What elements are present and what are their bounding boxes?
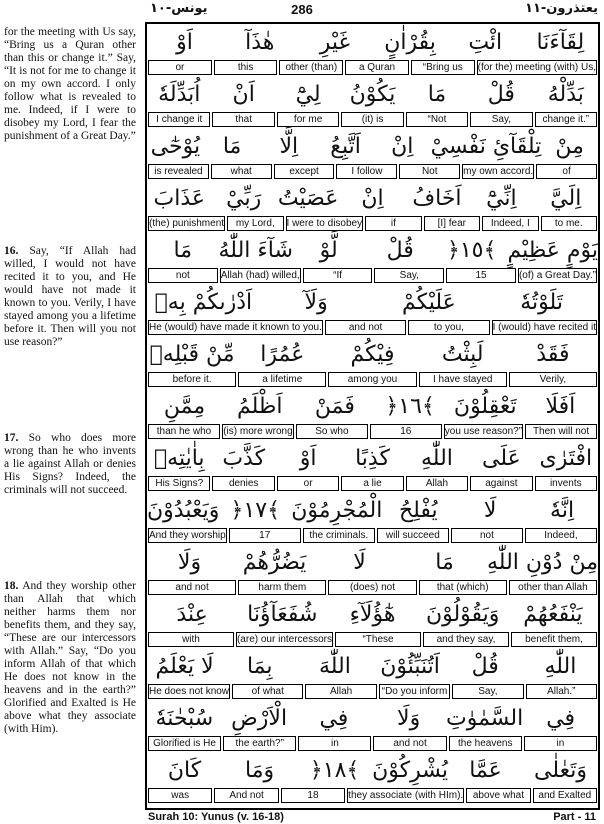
english-gloss-line [147,320,598,335]
english-gloss: or [277,476,339,491]
page-footer [0,810,604,824]
arabic-word: اَوْ [299,446,317,471]
arabic-word: فَمَنْ [314,394,355,419]
arabic-word: اَخَافُ [412,186,462,211]
english-gloss: His Signs? [148,476,210,491]
arabic-word: يَوْمٍ عَظِيْمٍ [507,238,598,263]
arabic-word: بِمَا [246,654,273,679]
part-name-label: يعتذرون-١١ [525,1,598,16]
arabic-word: اَنْ [232,82,255,107]
english-gloss: I change it [148,112,210,127]
arabic-word: اِنْ [391,134,414,159]
arabic-line [147,754,598,788]
translation-text: So who does more wrong than he who invents a lie against Allah or denies His Signs? Indeed, the criminals will not succeed. [4,432,136,496]
english-gloss: Not [399,164,460,179]
arabic-word: اُبَدِّلَهٗ [158,82,201,107]
english-gloss: a lie [341,476,403,491]
english-gloss: other (than) [279,60,343,75]
english-gloss: against [470,476,532,491]
arabic-word: لَبِثْتُ [441,342,484,367]
verse-row [147,702,598,754]
verse-row [147,182,598,234]
arabic-line [147,494,598,528]
english-gloss-line [147,684,598,699]
english-gloss: is revealed [148,164,209,179]
english-gloss: (the) punishment [149,218,225,229]
english-gloss: Allah.” [526,684,597,699]
arabic-line [147,182,598,216]
arabic-line [147,130,598,164]
english-gloss: 15 [446,268,516,283]
english-gloss: Indeed, [525,528,597,543]
arabic-word: لَا [353,550,366,575]
verse-row [147,754,598,806]
english-gloss: So who [296,424,368,439]
arabic-word: بِقُرْاٰنٍ [384,30,436,55]
english-gloss: “These [335,632,421,647]
english-gloss: (of) a Great Day.” [518,270,596,281]
arabic-word: غَيْرِ [319,30,351,55]
arabic-word: الْاَرْضِ [231,706,288,731]
arabic-word: اللّٰهِ [544,654,577,679]
arabic-word: عَلَيْكُمْ [401,290,456,315]
arabic-word: افْتَرٰى [539,446,593,471]
english-gloss: and they say, [423,632,509,647]
arabic-word: يُفْلِحُ [398,498,438,523]
english-gloss: denies [212,476,274,491]
english-gloss: (does) not [328,580,416,595]
arabic-word: فِي [546,706,576,731]
english-gloss: you use reason?” [444,426,523,437]
arabic-word: سُبْحٰنَهٗ [155,706,214,731]
arabic-word: لَا [483,498,497,523]
arabic-word: اَدْرٰىكُمْ بِهٖ [154,290,253,315]
arabic-word: ائْتِ [468,30,503,55]
english-gloss: 18 [281,788,345,803]
arabic-word: فَقَدْ [536,342,570,367]
english-gloss: this [214,60,278,75]
english-gloss: (are) our intercessors [236,634,332,645]
arabic-word: كَذِبًا [355,446,390,471]
arabic-word: مَا [435,550,454,575]
arabic-word: وَيَعْبُدُوْنَ [146,498,220,523]
english-gloss: among you [328,372,416,387]
english-gloss: of what [232,684,303,699]
english-gloss: in [524,736,597,751]
english-gloss: “If [303,268,373,283]
arabic-word: ﴿١٧﴾ [230,498,280,523]
arabic-word: فِيْكُمْ [350,342,395,367]
arabic-word: هٰذَآ [245,30,275,55]
arabic-word: تَعْقِلُوْنَ [453,394,517,419]
english-gloss: other than Allah [509,580,597,595]
arabic-word: كَذَّبَ [222,446,266,471]
english-gloss: the heavens [449,736,522,751]
arabic-word: لِيْٓ [295,82,321,107]
english-gloss: [I] fear [424,216,480,231]
arabic-word: اَتَّبِعُ [330,134,361,159]
arabic-word: اللّٰهِ [420,446,453,471]
verse-row [147,546,598,598]
arabic-word: عِنْدَ [176,602,208,627]
arabic-word: السَّمٰوٰتِ [446,706,524,731]
verse-number: 17. [4,432,19,444]
arabic-line [147,78,598,112]
english-gloss-line [147,580,598,595]
arabic-word: شَآءَ اللّٰهُ [218,238,293,263]
surah-reference: Surah 10: Yunus (v. 16-18) [148,811,284,823]
arabic-line [147,338,598,372]
arabic-word: عَمَّا [469,758,502,783]
english-gloss: and Exalted [533,788,597,803]
translation-paragraph [4,580,136,736]
english-gloss: if [365,216,421,231]
english-gloss: before it. [148,372,236,387]
english-gloss: 16 [370,424,442,439]
english-gloss: And not [214,788,278,803]
english-gloss: And they worship [148,530,226,541]
english-gloss: benefit them, [511,632,597,647]
arabic-word: وَلَا [397,706,421,731]
english-gloss-line [147,60,598,75]
english-gloss: I (would) have recited it [492,322,596,333]
arabic-word: اَفَلَا [545,394,576,419]
verse-number: 16. [4,245,19,257]
english-gloss: except [274,164,335,179]
english-gloss: what [211,164,272,179]
english-gloss: (is) more wrong [223,426,293,437]
english-gloss: and not [373,736,446,751]
english-gloss-line [147,268,598,283]
english-gloss: invents [535,476,597,491]
english-gloss: I follow [336,164,397,179]
english-gloss-line [147,164,598,179]
english-gloss: and not [325,320,406,335]
arabic-word: مِنْ [555,134,584,159]
arabic-word: لِقَآءَنَا [536,30,585,55]
english-gloss: Allah [406,476,468,491]
arabic-word: مَا [222,134,242,159]
english-gloss: I were to disobey [286,218,363,229]
english-gloss: not [451,528,523,543]
page-number: 286 [291,2,313,17]
english-gloss-line [147,632,598,647]
english-gloss-line [147,112,598,127]
arabic-word: عَلَى [481,446,521,471]
english-gloss-line [147,424,598,439]
verse-row [147,286,598,338]
english-gloss: was [148,788,212,803]
arabic-word: بِاٰيٰتِهٖ [153,446,205,471]
arabic-line [147,650,598,684]
english-gloss: to you, [408,320,489,335]
arabic-word: اَوْ [176,30,193,55]
arabic-word: مِمَّنِ [163,394,206,419]
english-gloss: not [148,268,218,283]
english-gloss: and not [148,580,236,595]
arabic-word: اَظْلَمُ [236,394,283,419]
arabic-line [147,546,598,580]
surah-name-label: يونس-١٠ [150,1,208,16]
verse-number: 18. [4,580,19,592]
english-gloss: a Quran [345,60,409,75]
arabic-word: اللّٰهَ [318,654,351,679]
arabic-line [147,234,598,268]
verse-row [147,130,598,182]
arabic-line [147,702,598,736]
verse-row [147,26,598,78]
english-gloss: Say, [374,268,444,283]
english-gloss: that (which) [419,580,507,595]
english-gloss: He does not know [148,686,230,697]
arabic-word: الْمُجْرِمُوْنَ [291,498,383,523]
verse-row [147,338,598,390]
arabic-word: يَكُوْنُ [349,82,396,107]
arabic-word: اِلَّا [279,134,299,159]
english-gloss: above what [466,788,530,803]
arabic-word: اَتُنَبِّئُوْنَ [380,654,440,679]
english-gloss: “Do you inform [379,684,450,699]
arabic-word: وَيَقُوْلُوْنَ [425,602,500,627]
english-gloss: (for the) meeting (with) Us, [477,62,596,73]
arabic-word: ﴿١٦﴾ [385,394,435,419]
arabic-line [147,26,598,60]
arabic-word: شُفَعَآؤُنَا [247,602,318,627]
english-gloss: “Not [406,112,468,127]
arabic-word: كَانَ [167,758,202,783]
arabic-word: تِلْقَآئِ نَفْسِيْ [430,134,542,159]
arabic-word: اِنَّهٗ [550,498,575,523]
arabic-word: وَتَعٰلٰى [534,758,587,783]
arabic-word: تَلَوْتُهٗ [520,290,563,315]
arabic-word: يَضُرُّهُمْ [242,550,307,575]
arabic-word: مِّنْ قَبْلِهٖ [149,342,235,367]
english-gloss-line [147,736,598,751]
english-gloss: that [212,112,274,127]
arabic-word: لَّوْ [319,238,338,263]
page-header [0,0,604,22]
english-gloss: harm them [238,580,326,595]
english-gloss: than he who [148,424,220,439]
english-gloss: or [148,60,212,75]
arabic-word: يَنْفَعُهُمْ [523,602,583,627]
english-gloss: my own accord. [463,166,534,177]
verse-row [147,650,598,702]
arabic-word: يُوْحٰٓى [150,134,201,159]
english-gloss: Verily, [509,372,597,387]
arabic-word: مِنْ دُوْنِ اللّٰهِ [487,550,598,575]
english-gloss-line [147,476,598,491]
part-label: Part - 11 [553,811,596,823]
english-gloss: Say, [470,112,532,127]
english-gloss: Then will not [525,424,597,439]
arabic-word: قُلْ [471,654,499,679]
arabic-word: مَا [427,82,447,107]
english-gloss: with [148,632,234,647]
word-by-word-grid [145,22,600,810]
translation-text: for the meeting with Us say, “Bring us a Quran other than this or change it.” Say, “It is not for me to change it on my own accord. I only follow what is revealed to me. Indeed, if I were to disobey my Lord, I fear the punishment of a Great Day.” [4,26,136,142]
arabic-line [147,286,598,320]
english-gloss: the earth?” [223,736,296,751]
arabic-word: وَلَا [177,550,202,575]
verse-row [147,234,598,286]
english-gloss: my Lord, [227,216,283,231]
english-gloss-line [147,216,598,231]
arabic-word: اِلَيَّ [550,186,582,211]
arabic-word: ﴿١٥﴾ [446,238,497,263]
arabic-word: عَذَابَ [153,186,205,211]
arabic-word: فِي [319,706,349,731]
arabic-word: اِنِّيْٓ [486,186,517,211]
english-gloss: I have stayed [419,372,507,387]
arabic-word: وَلَآ [304,290,328,315]
arabic-word: بَدِّلْهُ [547,82,584,107]
english-gloss: the criminals. [303,528,375,543]
english-gloss-line [147,528,598,543]
arabic-word: عَصَيْتُ [277,186,339,211]
arabic-word: اِنْ [361,186,384,211]
arabic-word: يُشْرِكُوْنَ [372,758,448,783]
translation-text: And they worship other than Allah that which neither harms them nor benefits them, and they say, “These are our intercessors with Allah.” Say, “Do you inform Allah of that which He does not know in the heavens and in the earth?” Glorified and Exalted is He above what they associate (with Him). [4,580,136,735]
english-gloss-line [147,788,598,803]
english-gloss: to me. [541,216,597,231]
arabic-word: ﴿١٨﴾ [309,758,360,783]
english-gloss: they associate (with HIm). [348,790,464,801]
english-gloss: Say, [452,684,523,699]
english-gloss: Allah (had) willed, [220,270,300,281]
arabic-word: هٰٓؤُلَآءِ [349,602,396,627]
english-gloss: 17 [229,528,301,543]
english-gloss: a lifetime [238,372,326,387]
english-gloss: “Bring us [411,60,475,75]
english-gloss: change it.” [535,112,597,127]
translation-text: Say, “If Allah had willed, I would not have recited it to you, and He would have not made it known to you. Verily, I have stayed among you a lifetime before it. Then will you not use reason?” [4,245,137,348]
arabic-word: قُلْ [487,82,515,107]
english-gloss: Indeed, I [482,216,538,231]
verse-row [147,442,598,494]
arabic-word: مَا [173,238,192,263]
english-gloss: Allah [305,684,376,699]
arabic-word: رَبِّيْ [226,186,262,211]
translation-paragraph [4,432,136,497]
arabic-word: وَمَا [244,758,275,783]
english-gloss-line [147,372,598,387]
arabic-line [147,390,598,424]
translation-paragraph [4,26,136,143]
arabic-word: عُمُرًا [260,342,305,367]
english-gloss: for me [277,112,339,127]
verse-row [147,390,598,442]
english-gloss: Glorified is He [148,736,221,751]
english-gloss: in [298,736,371,751]
arabic-line [147,442,598,476]
arabic-word: قُلْ [386,238,414,263]
verse-row [147,598,598,650]
translation-paragraph [4,245,136,349]
arabic-word: لَا يَعْلَمُ [155,654,214,679]
english-gloss: will succeed [377,528,449,543]
english-gloss: (it) is [341,112,403,127]
arabic-line [147,598,598,632]
english-gloss: of [536,164,597,179]
english-gloss: He (would) have made it known to you. [148,322,322,333]
verse-row [147,494,598,546]
verse-row [147,78,598,130]
